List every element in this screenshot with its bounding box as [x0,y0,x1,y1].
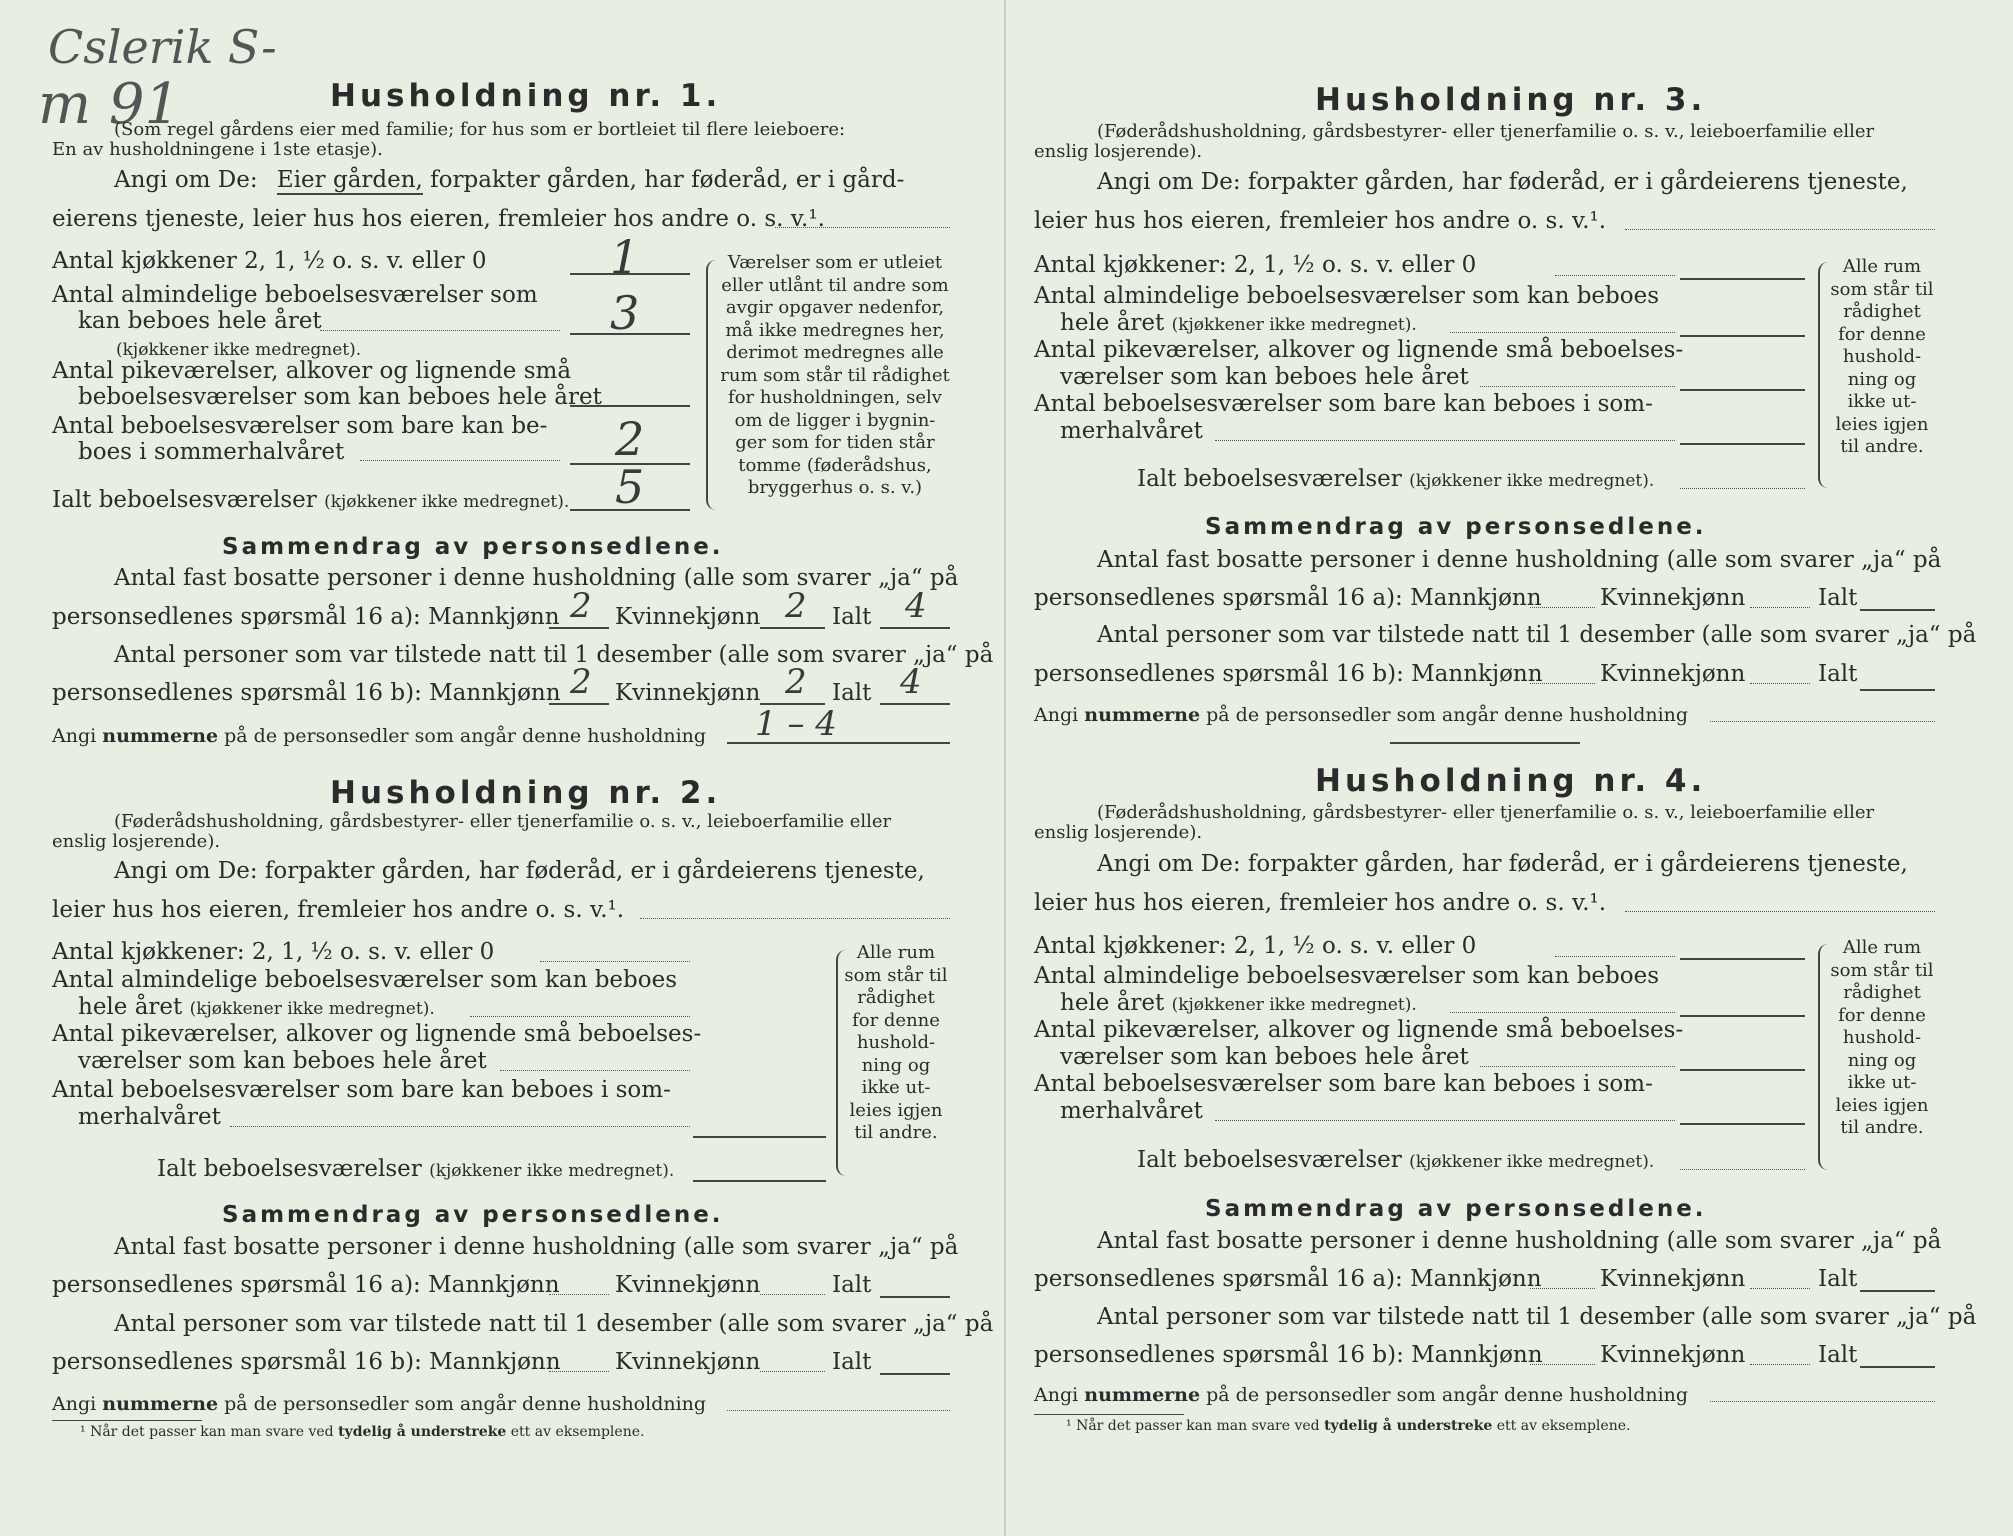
underlined-answer: Eier gården, [276,167,423,193]
note-line: enslig losjerende). [1034,822,1203,843]
dotted-line [727,1410,950,1411]
ialt-label: Ialt beboelsesværelser (kjøkkener ikke medregnet). [157,1156,675,1182]
dotted-line [1555,956,1675,957]
sammendrag-heading: Sammendrag av personsedlene. [1205,1196,1707,1222]
summary-label: Ialt [832,604,872,630]
kjokken-label: Antal kjøkkener 2, 1, ½ o. s. v. eller 0 [52,248,487,274]
summary-line: Antal fast bosatte personer i denne husholdning (alle som svarer „ja“ på [1097,1228,1942,1254]
summary-line: Antal fast bosatte personer i denne husholdning (alle som svarer „ja“ på [114,1234,959,1260]
dotted-line [500,1070,690,1071]
summary-label: Kvinnekjønn [615,1349,761,1375]
note-line: En av husholdningene i 1ste etasje). [52,139,383,160]
dotted-line [1750,683,1810,684]
dotted-line [230,1126,690,1127]
alm-small: (kjøkkener ikke medregnet). [116,340,362,360]
summary-line: personsedlenes spørsmål 16 a): Mannkjønn [1034,585,1542,611]
dotted-line [1625,229,1935,230]
alm-label: hele året (kjøkkener ikke medregnet). [1060,990,1417,1016]
somm-label: merhalvåret [78,1104,221,1130]
dotted-line [1750,607,1810,608]
pike-label: Antal pikeværelser, alkover og lignende små beboelses- [1034,337,1684,363]
angi-line: Angi om De: forpakter gården, har føderåd, er i gårdeierens tjeneste, [114,858,925,884]
pike-label: Antal pikeværelser, alkover og lignende små beboelses- [52,1021,702,1047]
dotted-line [1680,1169,1805,1170]
angi-line: Angi om De: forpakter gården, har føderåd, er i gårdeierens tjeneste, [1097,851,1908,877]
dotted-line [760,1371,825,1372]
summary-line: Antal personer som var tilstede natt til 1 desember (alle som svarer „ja“ på [114,1311,994,1337]
angi-line: leier hus hos eieren, fremleier hos andre o. s. v.¹. [1034,890,1607,916]
somm-label: merhalvåret [1060,418,1203,444]
answer-line [1680,389,1805,391]
summary-line: Antal personer som var tilstede natt til 1 desember (alle som svarer „ja“ på [114,642,994,668]
mann-b-value: 2 [570,662,592,702]
dotted-line [320,330,560,331]
summary-line: personsedlenes spørsmål 16 b): Mannkjønn [52,680,561,706]
dotted-line [1530,683,1595,684]
summary-label: Kvinnekjønn [615,604,761,630]
pike-label: værelser som kan beboes hele året [1060,364,1469,390]
somm-label: boes i sommerhalvåret [78,439,345,465]
alm-label: hele året (kjøkkener ikke medregnet). [78,994,435,1020]
ialt-label: Ialt beboelsesværelser (kjøkkener ikke medregnet). [52,487,570,513]
dotted-line [1450,1012,1675,1013]
dotted-line [1530,607,1595,608]
answer-line [1860,609,1935,611]
mann-a-value: 2 [570,586,592,626]
answer-line [1680,278,1805,280]
page-fold [1004,0,1006,1536]
answer-line [880,1296,950,1298]
summary-line: Antal personer som var tilstede natt til 1 desember (alle som svarer „ja“ på [1097,622,1977,648]
nummer-value: 1 – 4 [755,704,837,744]
kjokken-label: Antal kjøkkener: 2, 1, ½ o. s. v. eller 0 [1034,933,1477,959]
summary-line: personsedlenes spørsmål 16 a): Mannkjønn [52,604,560,630]
summary-label: Kvinnekjønn [1600,661,1746,687]
dotted-line [1710,721,1935,722]
answer-line [549,703,609,705]
kvinne-b-value: 2 [785,662,807,702]
alm-label: Antal almindelige beboelsesværelser som kan beboes [1034,283,1660,309]
note-line: (Føderådshusholdning, gårdsbestyrer- eller tjenerfamilie o. s. v., leieboerfamilie eller [1097,121,1875,142]
note-line: (Føderådshusholdning, gårdsbestyrer- eller tjenerfamilie o. s. v., leieboerfamilie eller [114,811,892,832]
dotted-line [470,1016,690,1017]
alm-label: Antal almindelige beboelsesværelser som [52,282,538,308]
dotted-line [1710,1401,1935,1402]
angi-line: eierens tjeneste, leier hus hos eieren, fremleier hos andre o. s. v.¹. [52,206,825,232]
ialt-label: Ialt beboelsesværelser (kjøkkener ikke medregnet). [1137,1147,1655,1173]
note-line: (Som regel gårdens eier med familie; for hus som er bortleiet til flere leieboere: [114,119,846,140]
dotted-line [1215,440,1675,441]
summary-label: Ialt [832,1272,872,1298]
answer-line [880,627,950,629]
section-title: Husholdning nr. 1. [330,78,722,114]
dotted-line [1750,1288,1810,1289]
section-title: Husholdning nr. 3. [1315,82,1707,118]
pike-label: værelser som kan beboes hele året [78,1048,487,1074]
sammendrag-heading: Sammendrag av personsedlene. [222,1202,724,1228]
side-note: Alle rum som står til rådighet for denne hushold- ning og ikke ut- leies igjen til andre. [1830,937,1934,1138]
nummer-line: Angi nummerne på de personsedler som angår denne husholdning [52,1393,707,1415]
footnote: ¹ Når det passer kan man svare ved tydelig å understreke ett av eksemplene. [80,1424,645,1440]
kjokken-value: 1 [610,230,640,284]
summary-line: personsedlenes spørsmål 16 a): Mannkjønn [1034,1266,1542,1292]
answer-line [880,1373,950,1375]
dotted-line [1680,488,1805,489]
note-line: enslig losjerende). [1034,141,1203,162]
nummer-line: Angi nummerne på de personsedler som angår denne husholdning [52,725,707,747]
answer-line [760,627,825,629]
margin-handwriting-line1: Cslerik S- [48,20,277,74]
ialt-label: Ialt beboelsesværelser (kjøkkener ikke medregnet). [1137,466,1655,492]
summary-label: Kvinnekjønn [615,1272,761,1298]
summary-label: Ialt [1818,1266,1858,1292]
angi-line: Angi om De: forpakter gården, har føderåd, er i gårdeierens tjeneste, [1097,169,1908,195]
alm-value: 3 [610,286,640,340]
somm-label: Antal beboelsesværelser som bare kan beboes i som- [1034,391,1653,417]
side-note: Alle rum som står til rådighet for denne hushold- ning og ikke ut- leies igjen til andre. [844,942,948,1143]
answer-line [1860,689,1935,691]
dotted-line [640,918,950,919]
ialt-a-value: 4 [905,586,927,626]
answer-line [1680,1015,1805,1017]
dotted-line [1750,1364,1810,1365]
nummer-line: Angi nummerne på de personsedler som angår denne husholdning [1034,704,1689,726]
summary-label: Ialt [1818,1342,1858,1368]
dotted-line [1480,386,1675,387]
answer-line [1680,443,1805,445]
section-title: Husholdning nr. 4. [1315,763,1707,799]
pike-label: værelser som kan beboes hele året [1060,1044,1469,1070]
sammendrag-heading: Sammendrag av personsedlene. [222,534,724,560]
dotted-line [1555,275,1675,276]
side-note: Værelser som er utleiet eller utlånt til andre som avgir opgaver nedenfor, må ikke medregnes her, derimot medregnes alle rum som står til rådighet for husholdningen, selv om de ligger i bygnin- ger som for tiden står tomme (føderådshus, bryggerhus o. s. v.) [720,252,950,498]
pike-label: beboelsesværelser som kan beboes hele året [78,384,602,410]
answer-line [880,703,950,705]
sammendrag-heading: Sammendrag av personsedlene. [1205,514,1707,540]
summary-label: Kvinnekjønn [1600,1266,1746,1292]
answer-line [570,405,690,407]
footnote: ¹ Når det passer kan man svare ved tydelig å understreke ett av eksemplene. [1066,1418,1631,1434]
dotted-line [1480,1066,1675,1067]
summary-line: personsedlenes spørsmål 16 b): Mannkjønn [1034,1342,1543,1368]
dotted-line [540,961,690,962]
summary-line: Antal fast bosatte personer i denne husholdning (alle som svarer „ja“ på [114,565,959,591]
note-line: enslig losjerende). [52,831,221,852]
brace [706,260,718,510]
angi-line: leier hus hos eieren, fremleier hos andre o. s. v.¹. [52,897,625,923]
dotted-line [1625,911,1935,912]
dotted-line [760,1294,825,1295]
summary-label: Ialt [1818,661,1858,687]
answer-line [1860,1290,1935,1292]
section-title: Husholdning nr. 2. [330,775,722,811]
answer-line [1680,1069,1805,1071]
footnote-rule [1034,1414,1184,1415]
somm-value: 2 [615,412,645,466]
angi-line: Angi om De: Eier gården, forpakter gården, har føderåd, er i gård- [114,167,905,193]
alm-label: Antal almindelige beboelsesværelser som kan beboes [52,967,678,993]
summary-line: Antal fast bosatte personer i denne husholdning (alle som svarer „ja“ på [1097,547,1942,573]
somm-label: merhalvåret [1060,1098,1203,1124]
summary-line: personsedlenes spørsmål 16 a): Mannkjønn [52,1272,560,1298]
ialt-b-value: 4 [900,662,922,702]
summary-label: Kvinnekjønn [1600,1342,1746,1368]
summary-line: personsedlenes spørsmål 16 b): Mannkjønn [52,1349,561,1375]
alm-label: Antal almindelige beboelsesværelser som kan beboes [1034,963,1660,989]
answer-line [693,1136,826,1138]
summary-line: personsedlenes spørsmål 16 b): Mannkjønn [1034,661,1543,687]
dotted-line [1530,1288,1595,1289]
summary-line: Antal personer som var tilstede natt til 1 desember (alle som svarer „ja“ på [1097,1304,1977,1330]
summary-label: Kvinnekjønn [615,680,761,706]
summary-label: Kvinnekjønn [1600,585,1746,611]
answer-line [693,1180,826,1182]
somm-label: Antal beboelsesværelser som bare kan beboes i som- [1034,1071,1653,1097]
somm-label: Antal beboelsesværelser som bare kan beboes i som- [52,1077,671,1103]
dotted-line [1530,1364,1595,1365]
somm-label: Antal beboelsesværelser som bare kan be- [52,413,548,439]
answer-line [549,627,609,629]
alm-label: hele året (kjøkkener ikke medregnet). [1060,310,1417,336]
kvinne-a-value: 2 [785,586,807,626]
footnote-rule [52,1420,202,1421]
ialt-value: 5 [615,460,645,514]
summary-label: Ialt [1818,585,1858,611]
note-line: (Føderådshusholdning, gårdsbestyrer- eller tjenerfamilie o. s. v., leieboerfamilie eller [1097,802,1875,823]
side-note: Alle rum som står til rådighet for denne hushold- ning og ikke ut- leies igjen til andre. [1830,256,1934,457]
alm-label: kan beboes hele året [78,308,322,334]
dotted-line [549,1371,609,1372]
margin-handwriting-line2: m 91 [38,72,181,137]
kjokken-label: Antal kjøkkener: 2, 1, ½ o. s. v. eller 0 [52,939,495,965]
dotted-line [549,1294,609,1295]
dotted-line [775,227,950,228]
pike-label: Antal pikeværelser, alkover og lignende små beboelses- [1034,1017,1684,1043]
nummer-line: Angi nummerne på de personsedler som angår denne husholdning [1034,1384,1689,1406]
summary-label: Ialt [832,680,872,706]
answer-line [1860,1366,1935,1368]
pike-label: Antal pikeværelser, alkover og lignende små [52,358,572,384]
kjokken-label: Antal kjøkkener: 2, 1, ½ o. s. v. eller 0 [1034,252,1477,278]
answer-line [1680,1123,1805,1125]
dotted-line [1215,1120,1675,1121]
summary-label: Ialt [832,1349,872,1375]
section-divider [1390,742,1580,744]
angi-line: leier hus hos eieren, fremleier hos andre o. s. v.¹. [1034,208,1607,234]
answer-line [1680,958,1805,960]
answer-line [1680,335,1805,337]
dotted-line [1450,332,1675,333]
dotted-line [360,460,560,461]
